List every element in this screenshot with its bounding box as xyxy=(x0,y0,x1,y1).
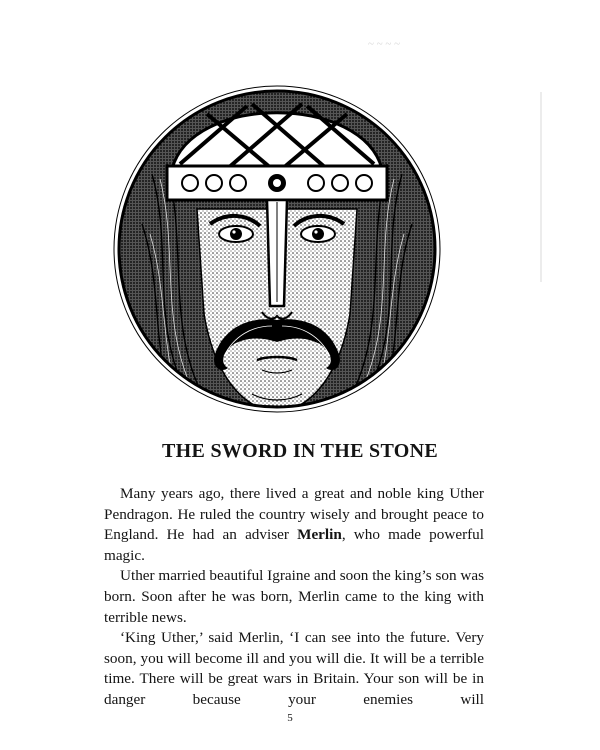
merlin-name: Merlin xyxy=(297,526,342,544)
paragraph-text: Many years ago, there lived a great and noble king Uther Pendragon. He ruled the country wisely and brought peace to England. He had an adviser xyxy=(104,485,484,544)
chapter-title: THE SWORD IN THE STONE xyxy=(162,440,438,462)
show-through-line xyxy=(540,92,542,282)
paragraph-text: ‘King Uther,’ said Merlin, ‘I can see into the future. Very soon, you will become ill and you will die. It will be a terrible time. There will be great wars in Britain. Your son will be in danger because your enemies will xyxy=(104,629,484,708)
paragraph-text: , who made powerful magic. xyxy=(104,526,484,564)
warrior-portrait-svg xyxy=(112,84,442,414)
chapter-body xyxy=(104,484,484,711)
paragraph xyxy=(104,628,484,710)
warrior-portrait-illustration xyxy=(112,84,442,414)
show-through-text: ~ ~ ~ ~ xyxy=(368,38,401,50)
page-number: 5 xyxy=(287,712,293,724)
paragraph xyxy=(104,566,484,628)
paragraph-text: Uther married beautiful Igraine and soon the king’s son was born. Soon after he was born, Merlin came to the king with terrible news. xyxy=(104,567,484,626)
paragraph xyxy=(104,484,484,566)
